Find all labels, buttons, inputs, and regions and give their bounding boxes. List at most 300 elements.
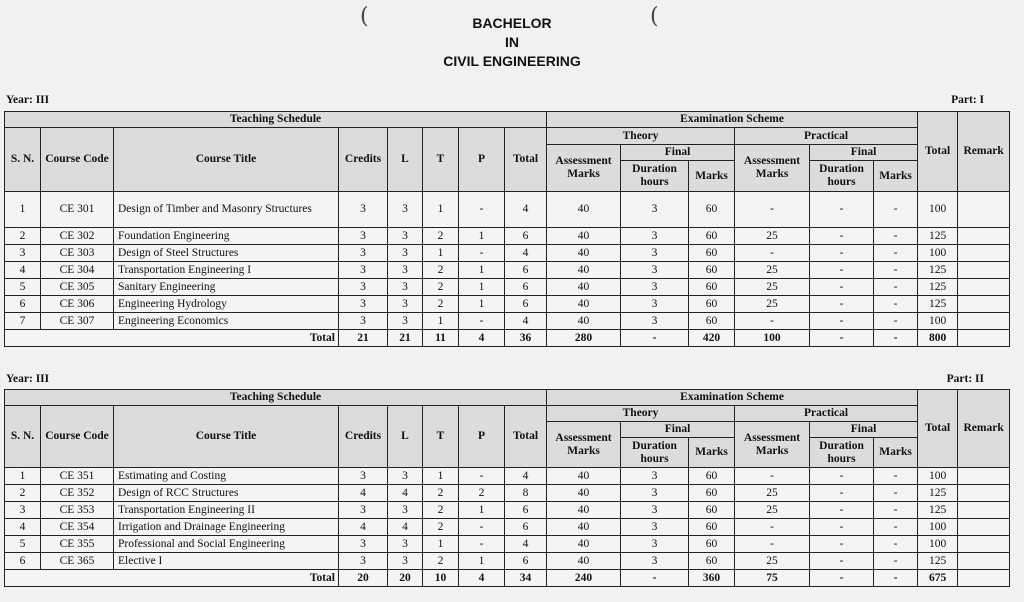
cell-remark [958, 313, 1010, 330]
table-row [5, 502, 1010, 519]
cell-theory-assessment: 40 [547, 519, 621, 536]
theory-marks-header: Marks [689, 438, 735, 468]
cell-theory-marks: 60 [689, 313, 735, 330]
cell-practical-hours: - [459, 192, 505, 228]
cell-tutorial: 1 [423, 245, 459, 262]
cell-sn: 1 [5, 468, 41, 485]
teaching-schedule-header: Teaching Schedule [5, 112, 547, 128]
cell-course-code: CE 352 [41, 485, 114, 502]
practical-assessment-header: Assessment Marks [735, 145, 810, 192]
cell-course-title: Professional and Social Engineering [114, 536, 339, 553]
total-practical-assessment: 100 [735, 330, 810, 347]
cell-remark [958, 262, 1010, 279]
cell-practical-duration: - [810, 296, 874, 313]
cell-practical-marks: - [874, 262, 918, 279]
course-title-header: Course Title [114, 128, 339, 192]
cell-practical-marks: - [874, 519, 918, 536]
cell-grand-total: 125 [918, 502, 958, 519]
total-grand: 675 [918, 570, 958, 587]
cell-theory-assessment: 40 [547, 485, 621, 502]
cell-practical-hours: - [459, 468, 505, 485]
cell-practical-duration: - [810, 468, 874, 485]
cell-practical-marks: - [874, 245, 918, 262]
cell-theory-duration: 3 [621, 485, 689, 502]
cell-tutorial: 1 [423, 468, 459, 485]
cell-practical-assessment: - [735, 245, 810, 262]
cell-practical-duration: - [810, 485, 874, 502]
cell-practical-hours: - [459, 519, 505, 536]
cell-practical-hours: - [459, 245, 505, 262]
cell-practical-marks: - [874, 279, 918, 296]
cell-grand-total: 125 [918, 296, 958, 313]
remark-header: Remark [958, 112, 1010, 192]
cell-lecture: 3 [388, 553, 423, 570]
cell-lecture: 3 [388, 262, 423, 279]
table-row [5, 536, 1010, 553]
cell-course-code: CE 303 [41, 245, 114, 262]
cell-theory-marks: 60 [689, 502, 735, 519]
practical-hours-header: P [459, 406, 505, 468]
cell-course-code: CE 351 [41, 468, 114, 485]
cell-hours-total: 6 [505, 279, 547, 296]
cell-lecture: 4 [388, 519, 423, 536]
practical-header: Practical [735, 128, 918, 145]
total-remark [958, 570, 1010, 587]
cell-tutorial: 2 [423, 553, 459, 570]
lecture-header: L [388, 406, 423, 468]
cell-lecture: 3 [388, 192, 423, 228]
cell-lecture: 3 [388, 245, 423, 262]
practical-marks-header: Marks [874, 438, 918, 468]
cell-tutorial: 1 [423, 536, 459, 553]
cell-credits: 4 [339, 485, 388, 502]
total-theory-duration: - [621, 570, 689, 587]
cell-credits: 3 [339, 536, 388, 553]
cell-theory-marks: 60 [689, 468, 735, 485]
cell-credits: 3 [339, 296, 388, 313]
cell-remark [958, 296, 1010, 313]
table-row [5, 468, 1010, 485]
table-row [5, 262, 1010, 279]
cell-grand-total: 100 [918, 313, 958, 330]
cell-lecture: 4 [388, 485, 423, 502]
total-tutorial: 11 [423, 330, 459, 347]
lecture-header: L [388, 128, 423, 192]
cell-lecture: 3 [388, 279, 423, 296]
cell-lecture: 3 [388, 228, 423, 245]
cell-theory-marks: 60 [689, 536, 735, 553]
practical-marks-header: Marks [874, 161, 918, 192]
cell-practical-hours: 1 [459, 279, 505, 296]
cell-theory-assessment: 40 [547, 468, 621, 485]
heading-line-2: IN [505, 34, 519, 50]
cell-practical-marks: - [874, 192, 918, 228]
cell-credits: 3 [339, 192, 388, 228]
practical-header: Practical [735, 406, 918, 422]
practical-hours-header: P [459, 128, 505, 192]
cell-course-title: Engineering Hydrology [114, 296, 339, 313]
cell-theory-assessment: 40 [547, 502, 621, 519]
cell-course-title: Irrigation and Drainage Engineering [114, 519, 339, 536]
table-row [5, 313, 1010, 330]
course-code-header: Course Code [41, 406, 114, 468]
cell-theory-duration: 3 [621, 313, 689, 330]
cell-tutorial: 2 [423, 485, 459, 502]
cell-lecture: 3 [388, 468, 423, 485]
cell-practical-marks: - [874, 313, 918, 330]
grand-total-header: Total [918, 390, 958, 468]
cell-credits: 3 [339, 228, 388, 245]
total-practical-hours: 4 [459, 570, 505, 587]
punch-hole-mark-right: ( [650, 4, 659, 29]
cell-tutorial: 2 [423, 262, 459, 279]
cell-theory-assessment: 40 [547, 245, 621, 262]
cell-remark [958, 245, 1010, 262]
cell-grand-total: 125 [918, 553, 958, 570]
total-practical-hours: 4 [459, 330, 505, 347]
cell-theory-assessment: 40 [547, 553, 621, 570]
cell-theory-marks: 60 [689, 192, 735, 228]
cell-credits: 3 [339, 468, 388, 485]
table-row [5, 279, 1010, 296]
cell-hours-total: 6 [505, 296, 547, 313]
cell-practical-assessment: 25 [735, 485, 810, 502]
cell-practical-assessment: - [735, 192, 810, 228]
examination-scheme-header: Examination Scheme [547, 112, 918, 128]
total-lecture: 20 [388, 570, 423, 587]
cell-practical-duration: - [810, 519, 874, 536]
cell-practical-marks: - [874, 536, 918, 553]
cell-sn: 4 [5, 262, 41, 279]
cell-course-code: CE 365 [41, 553, 114, 570]
cell-practical-assessment: 25 [735, 296, 810, 313]
cell-practical-assessment: 25 [735, 228, 810, 245]
cell-remark [958, 228, 1010, 245]
sn-header: S. N. [5, 406, 41, 468]
cell-grand-total: 125 [918, 262, 958, 279]
cell-theory-marks: 60 [689, 519, 735, 536]
cell-practical-marks: - [874, 228, 918, 245]
cell-hours-total: 6 [505, 502, 547, 519]
remark-header: Remark [958, 390, 1010, 468]
cell-hours-total: 8 [505, 485, 547, 502]
cell-sn: 5 [5, 536, 41, 553]
cell-theory-duration: 3 [621, 262, 689, 279]
cell-hours-total: 4 [505, 468, 547, 485]
cell-lecture: 3 [388, 296, 423, 313]
cell-credits: 3 [339, 502, 388, 519]
cell-practical-duration: - [810, 262, 874, 279]
cell-tutorial: 2 [423, 228, 459, 245]
cell-theory-marks: 60 [689, 296, 735, 313]
cell-practical-duration: - [810, 553, 874, 570]
cell-lecture: 3 [388, 313, 423, 330]
theory-header: Theory [547, 406, 735, 422]
cell-practical-duration: - [810, 502, 874, 519]
cell-tutorial: 2 [423, 519, 459, 536]
examination-scheme-header: Examination Scheme [547, 390, 918, 406]
total-lecture: 21 [388, 330, 423, 347]
cell-practical-hours: 1 [459, 502, 505, 519]
cell-credits: 3 [339, 279, 388, 296]
cell-practical-hours: 1 [459, 296, 505, 313]
total-theory-marks: 420 [689, 330, 735, 347]
cell-theory-marks: 60 [689, 228, 735, 245]
tutorial-header: T [423, 128, 459, 192]
cell-sn: 3 [5, 245, 41, 262]
practical-final-header: Final [810, 145, 918, 161]
cell-tutorial: 2 [423, 296, 459, 313]
cell-remark [958, 279, 1010, 296]
cell-sn: 6 [5, 553, 41, 570]
cell-course-title: Transportation Engineering II [114, 502, 339, 519]
total-practical-assessment: 75 [735, 570, 810, 587]
table-row [5, 485, 1010, 502]
cell-theory-marks: 60 [689, 262, 735, 279]
cell-course-code: CE 307 [41, 313, 114, 330]
cell-course-title: Engineering Economics [114, 313, 339, 330]
table-row [5, 519, 1010, 536]
hours-total-header: Total [505, 406, 547, 468]
cell-course-title: Sanitary Engineering [114, 279, 339, 296]
total-row [5, 330, 1010, 347]
cell-course-title: Elective I [114, 553, 339, 570]
cell-grand-total: 125 [918, 279, 958, 296]
cell-course-code: CE 301 [41, 192, 114, 228]
part-label-1: Part: I [951, 94, 984, 106]
teaching-schedule-header: Teaching Schedule [5, 390, 547, 406]
grand-total-header: Total [918, 112, 958, 192]
cell-practical-duration: - [810, 192, 874, 228]
cell-practical-marks: - [874, 485, 918, 502]
cell-hours-total: 4 [505, 245, 547, 262]
cell-grand-total: 100 [918, 468, 958, 485]
cell-practical-assessment: - [735, 468, 810, 485]
total-row [5, 570, 1010, 587]
cell-course-title: Estimating and Costing [114, 468, 339, 485]
cell-course-title: Design of RCC Structures [114, 485, 339, 502]
total-practical-duration: - [810, 330, 874, 347]
cell-hours-total: 4 [505, 192, 547, 228]
cell-theory-duration: 3 [621, 228, 689, 245]
course-table-part-1 [4, 111, 1010, 347]
cell-lecture: 3 [388, 502, 423, 519]
total-theory-assessment: 280 [547, 330, 621, 347]
cell-course-title: Design of Steel Structures [114, 245, 339, 262]
cell-remark [958, 192, 1010, 228]
year-label-part-1: Year: III [6, 94, 50, 106]
cell-theory-duration: 3 [621, 192, 689, 228]
total-practical-duration: - [810, 570, 874, 587]
practical-duration-header: Duration hours [810, 438, 874, 468]
document-heading [0, 14, 1024, 71]
cell-tutorial: 2 [423, 279, 459, 296]
cell-sn: 3 [5, 502, 41, 519]
punch-hole-mark-left: ( [360, 4, 369, 29]
practical-assessment-header: Assessment Marks [735, 422, 810, 468]
table-row [5, 228, 1010, 245]
cell-theory-assessment: 40 [547, 536, 621, 553]
cell-practical-hours: - [459, 536, 505, 553]
total-theory-marks: 360 [689, 570, 735, 587]
heading-line-3: CIVIL ENGINEERING [443, 53, 581, 69]
theory-duration-header: Duration hours [621, 438, 689, 468]
cell-practical-duration: - [810, 228, 874, 245]
course-table-part-2 [4, 389, 1010, 587]
cell-practical-duration: - [810, 245, 874, 262]
cell-theory-marks: 60 [689, 553, 735, 570]
cell-hours-total: 4 [505, 313, 547, 330]
cell-practical-marks: - [874, 553, 918, 570]
total-credits: 20 [339, 570, 388, 587]
cell-theory-duration: 3 [621, 279, 689, 296]
total-grand: 800 [918, 330, 958, 347]
cell-sn: 4 [5, 519, 41, 536]
cell-sn: 2 [5, 485, 41, 502]
credits-header: Credits [339, 128, 388, 192]
cell-sn: 7 [5, 313, 41, 330]
cell-practical-assessment: 25 [735, 262, 810, 279]
cell-theory-duration: 3 [621, 468, 689, 485]
total-hours: 34 [505, 570, 547, 587]
cell-tutorial: 1 [423, 192, 459, 228]
cell-course-code: CE 353 [41, 502, 114, 519]
cell-hours-total: 6 [505, 262, 547, 279]
cell-lecture: 3 [388, 536, 423, 553]
cell-credits: 3 [339, 262, 388, 279]
cell-hours-total: 6 [505, 228, 547, 245]
cell-course-code: CE 354 [41, 519, 114, 536]
cell-theory-duration: 3 [621, 245, 689, 262]
cell-course-title: Transportation Engineering I [114, 262, 339, 279]
cell-course-code: CE 302 [41, 228, 114, 245]
hours-total-header: Total [505, 128, 547, 192]
cell-practical-marks: - [874, 502, 918, 519]
theory-header: Theory [547, 128, 735, 145]
cell-practical-assessment: 25 [735, 553, 810, 570]
table-row [5, 192, 1010, 228]
credits-header: Credits [339, 406, 388, 468]
tutorial-header: T [423, 406, 459, 468]
cell-remark [958, 485, 1010, 502]
cell-course-code: CE 355 [41, 536, 114, 553]
cell-practical-marks: - [874, 296, 918, 313]
cell-theory-assessment: 40 [547, 296, 621, 313]
cell-grand-total: 100 [918, 245, 958, 262]
cell-theory-duration: 3 [621, 519, 689, 536]
table-row [5, 553, 1010, 570]
cell-theory-duration: 3 [621, 502, 689, 519]
cell-remark [958, 553, 1010, 570]
total-theory-assessment: 240 [547, 570, 621, 587]
cell-credits: 3 [339, 245, 388, 262]
cell-practical-assessment: 25 [735, 279, 810, 296]
theory-assessment-header: Assessment Marks [547, 145, 621, 192]
cell-tutorial: 2 [423, 502, 459, 519]
year-label-part-2: Year: III [6, 373, 50, 385]
cell-theory-assessment: 40 [547, 313, 621, 330]
cell-sn: 6 [5, 296, 41, 313]
cell-hours-total: 6 [505, 553, 547, 570]
cell-credits: 3 [339, 553, 388, 570]
cell-theory-marks: 60 [689, 279, 735, 296]
cell-credits: 4 [339, 519, 388, 536]
practical-final-header: Final [810, 422, 918, 438]
table-row [5, 296, 1010, 313]
cell-practical-hours: 1 [459, 262, 505, 279]
theory-marks-header: Marks [689, 161, 735, 192]
cell-practical-assessment: - [735, 536, 810, 553]
cell-remark [958, 519, 1010, 536]
cell-course-code: CE 306 [41, 296, 114, 313]
theory-final-header: Final [621, 145, 735, 161]
cell-practical-hours: 1 [459, 553, 505, 570]
cell-grand-total: 125 [918, 228, 958, 245]
cell-theory-duration: 3 [621, 553, 689, 570]
theory-final-header: Final [621, 422, 735, 438]
cell-grand-total: 125 [918, 485, 958, 502]
cell-practical-assessment: - [735, 519, 810, 536]
cell-theory-duration: 3 [621, 536, 689, 553]
total-practical-marks: - [874, 570, 918, 587]
course-code-header: Course Code [41, 128, 114, 192]
cell-practical-hours: - [459, 313, 505, 330]
total-remark [958, 330, 1010, 347]
cell-remark [958, 502, 1010, 519]
sn-header: S. N. [5, 128, 41, 192]
theory-assessment-header: Assessment Marks [547, 422, 621, 468]
cell-sn: 2 [5, 228, 41, 245]
cell-practical-assessment: - [735, 313, 810, 330]
cell-sn: 5 [5, 279, 41, 296]
theory-duration-header: Duration hours [621, 161, 689, 192]
heading-line-1: BACHELOR [472, 15, 552, 31]
cell-practical-duration: - [810, 279, 874, 296]
course-title-header: Course Title [114, 406, 339, 468]
cell-theory-marks: 60 [689, 245, 735, 262]
total-credits: 21 [339, 330, 388, 347]
cell-course-code: CE 304 [41, 262, 114, 279]
cell-hours-total: 6 [505, 519, 547, 536]
total-label: Total [5, 570, 339, 587]
cell-practical-hours: 2 [459, 485, 505, 502]
cell-practical-duration: - [810, 536, 874, 553]
cell-course-title: Foundation Engineering [114, 228, 339, 245]
cell-theory-marks: 60 [689, 485, 735, 502]
cell-sn: 1 [5, 192, 41, 228]
cell-theory-duration: 3 [621, 296, 689, 313]
total-tutorial: 10 [423, 570, 459, 587]
cell-hours-total: 4 [505, 536, 547, 553]
cell-tutorial: 1 [423, 313, 459, 330]
cell-remark [958, 536, 1010, 553]
cell-practical-assessment: 25 [735, 502, 810, 519]
cell-grand-total: 100 [918, 536, 958, 553]
cell-grand-total: 100 [918, 192, 958, 228]
total-hours: 36 [505, 330, 547, 347]
cell-course-title: Design of Timber and Masonry Structures [114, 192, 339, 228]
cell-practical-hours: 1 [459, 228, 505, 245]
cell-credits: 3 [339, 313, 388, 330]
part-label-2: Part: II [946, 373, 984, 385]
cell-practical-marks: - [874, 468, 918, 485]
total-label: Total [5, 330, 339, 347]
cell-theory-assessment: 40 [547, 228, 621, 245]
cell-course-code: CE 305 [41, 279, 114, 296]
cell-theory-assessment: 40 [547, 262, 621, 279]
cell-remark [958, 468, 1010, 485]
cell-practical-duration: - [810, 313, 874, 330]
